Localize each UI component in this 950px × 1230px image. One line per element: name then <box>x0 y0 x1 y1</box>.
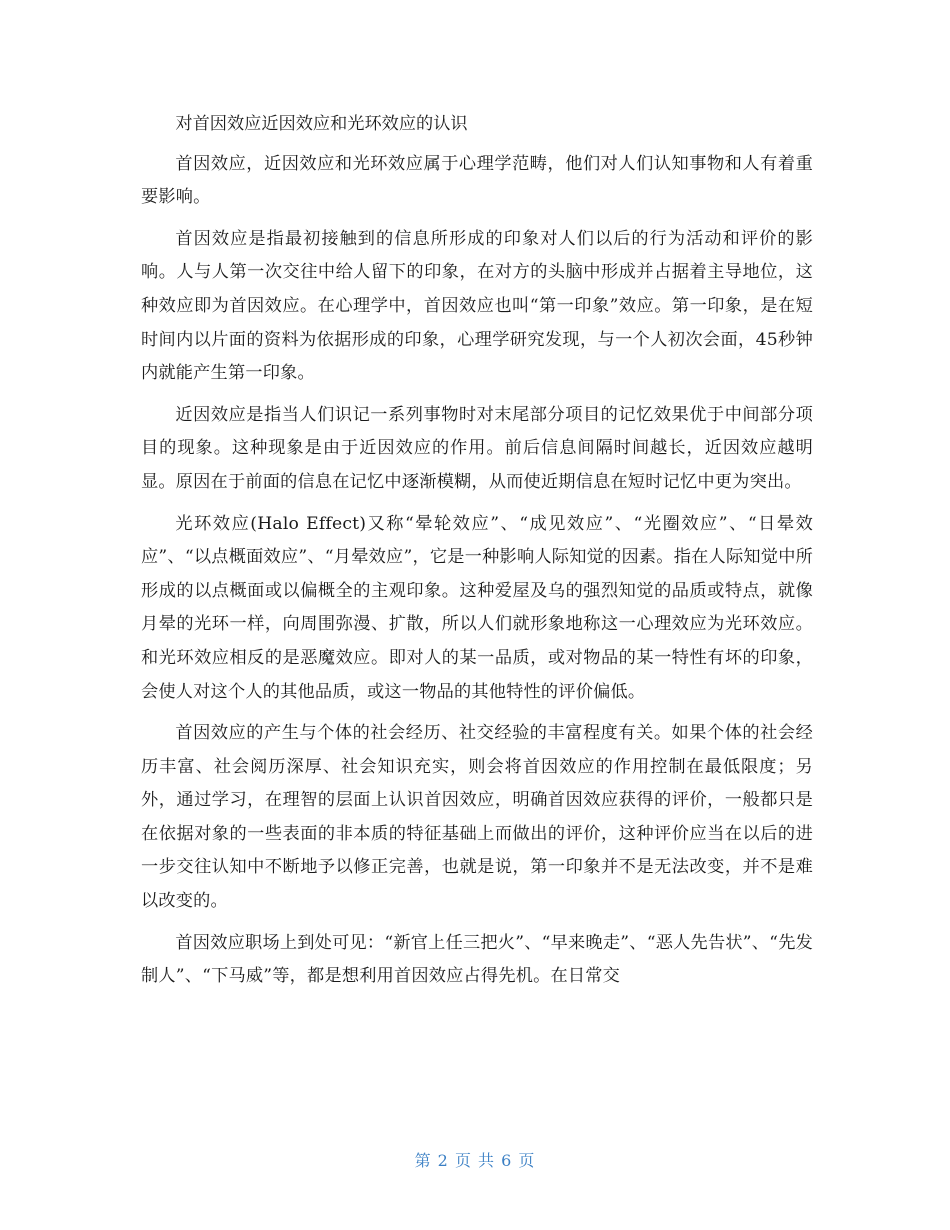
document-body <box>141 108 813 1002</box>
document-title: 对首因效应近因效应和光环效应的认识 <box>175 114 468 134</box>
page-number-footer: 第 2 页 共 6 页 <box>414 1151 536 1170</box>
paragraph-1: 首因效应，近因效应和光环效应属于心理学范畴，他们对人们认知事物和人有着重要影响。 <box>141 153 813 208</box>
paragraph-4: 光环效应(Halo Effect)又称“晕轮效应”、“成见效应”、“光圈效应”、“日晕效应”、“以点概面效应”、“月晕效应”，它是一种影响人际知觉的因素。指在人际知觉中所形成的以点概面或以偏概全的主观印象。这种爱屋及乌的强烈知觉的品质或特点，就像月晕的光环一样，向周围弥漫、扩散，所以人们就形象地称这一心理效应为光环效应。和光环效应相反的是恶魔效应。即对人的某一品质，或对物品的某一特性有坏的印象，会使人对这个人的其他品质，或这一物品的其他特性的评价偏低。 <box>141 513 813 702</box>
paragraph-3: 近因效应是指当人们识记一系列事物时对末尾部分项目的记忆效果优于中间部分项目的现象。这种现象是由于近因效应的作用。前后信息间隔时间越长，近因效应越明显。原因在于前面的信息在记忆中逐渐模糊，从而使近期信息在短时记忆中更为突出。 <box>141 404 813 492</box>
paragraph-2: 首因效应是指最初接触到的信息所形成的印象对人们以后的行为活动和评价的影响。人与人第一次交往中给人留下的印象，在对方的头脑中形成并占据着主导地位，这种效应即为首因效应。在心理学中，首因效应也叫“第一印象”效应。第一印象，是在短时间内以片面的资料为依据形成的印象，心理学研究发现，与一个人初次会面，45秒钟内就能产生第一印象。 <box>141 228 813 384</box>
paragraph-5: 首因效应的产生与个体的社会经历、社交经验的丰富程度有关。如果个体的社会经历丰富、社会阅历深厚、社会知识充实，则会将首因效应的作用控制在最低限度；另外，通过学习，在理智的层面上认识首因效应，明确首因效应获得的评价，一般都只是在依据对象的一些表面的非本质的特征基础上而做出的评价，这种评价应当在以后的进一步交往认知中不断地予以修正完善，也就是说，第一印象并不是无法改变，并不是难以改变的。 <box>141 723 813 912</box>
paragraph-6: 首因效应职场上到处可见：“新官上任三把火”、“早来晚走”、“恶人先告状”、“先发制人”、“下马威”等，都是想利用首因效应占得先机。在日常交 <box>141 932 813 987</box>
